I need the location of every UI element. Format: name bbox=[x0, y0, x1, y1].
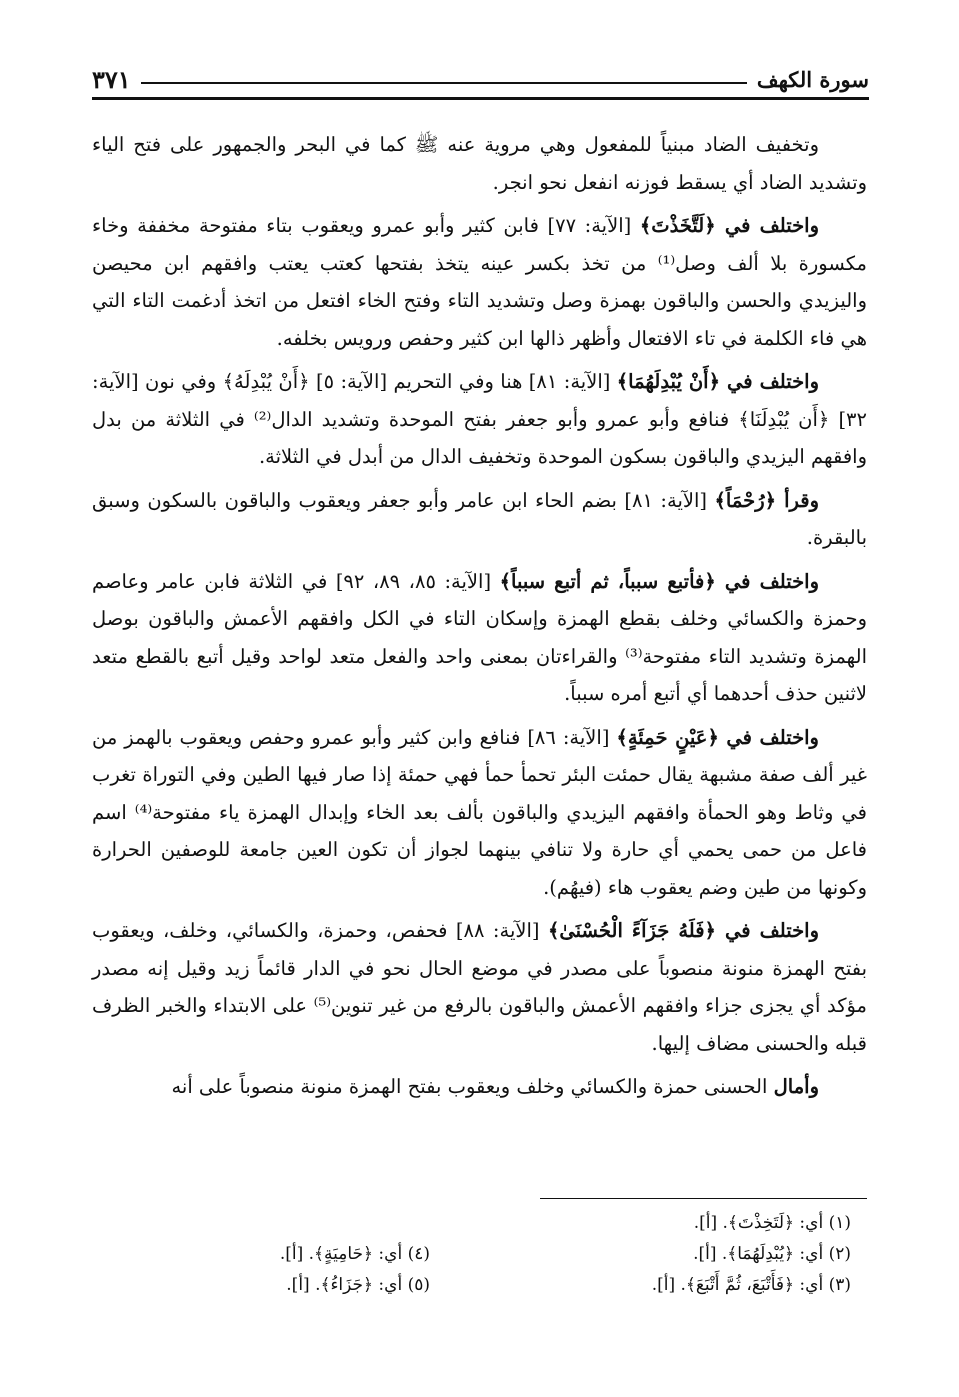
paragraph-text: [الآية: ٨٥، ٨٩، ٩٢] في الثلاثة فابن عامر وعاصم وحمزة والكسائي وخلف بقطع الهمزة وإسكان التاء في الكل وافقهم الأعمش والباقون بوصل الهمزة وتشديد التاء مفتوحة⁽³⁾ والقراءتان بمعنى واحد والفعل متعد لواحد وقيل أتبع بالقطع متعد لاثنين حذف أحدهما أي أتبع أمره سبباً. bbox=[92, 569, 867, 705]
paragraph bbox=[92, 207, 867, 357]
paragraph-lead: واختلف في ﴿فأتبع سبباً، ثم أتبع سبباً﴾ bbox=[499, 569, 819, 593]
page-header bbox=[92, 62, 869, 96]
paragraph-lead: وأمال bbox=[773, 1075, 819, 1098]
page-number: ٣٧١ bbox=[92, 64, 131, 94]
paragraph bbox=[92, 1068, 867, 1106]
paragraph-lead: واختلف في ﴿أَنْ يُبْدِلَهُمَا﴾ bbox=[616, 370, 820, 393]
footnote-spacer bbox=[230, 1208, 430, 1239]
paragraph-lead: وقرأ ﴿رُحْمَاً﴾ bbox=[714, 488, 819, 512]
footnote-1: (١) أي: ﴿لَتَخِذْتَ﴾. [أ]. bbox=[693, 1213, 851, 1233]
footnote-row bbox=[230, 1270, 851, 1301]
paragraph-lead: واختلف في ﴿لَتَّخَذْتَ﴾ bbox=[639, 214, 819, 237]
header-line bbox=[141, 82, 747, 84]
footnote-5: (٥) أي: ﴿جَزَاءُ﴾. [أ]. bbox=[286, 1275, 430, 1295]
paragraph-text: [الآية: ٨٦] فنافع وابن كثير وأبو عمرو وحفص ويعقوب بالهمز من غير ألف صفة مشبهة يقال حمئت البئر تحمأ حمأ فهي حمئة إذا صار فيها الطين وفي التوراة تغرب في وثاط وهو الحمأة وافقهم اليزيدي والباقون بألف بعد الخاء وإبدال الهمزة ياء مفتوحة⁽⁴⁾ اسم فاعل من حمى يحمي أي حارة ولا تنافي بينهما لجواز أن تكون العين جامعة للوصفين الحرارة وكونها من طين وضم يعقوب هاء (فيهُم). bbox=[92, 725, 867, 899]
paragraph-lead: واختلف في ﴿فَلَهُ جَزَآءً الْحُسْنَىٰ﴾ bbox=[547, 919, 820, 942]
paragraph-text: الحسنى حمزة والكسائي وخلف ويعقوب بفتح الهمزة منونة منصوباً على أنه bbox=[171, 1075, 774, 1098]
paragraph bbox=[92, 912, 867, 1062]
paragraph-text: [الآية: ٧٧] فابن كثير وأبو عمرو ويعقوب بتاء مفتوحة مخففة وخاء مكسورة بلا ألف وصل⁽¹⁾ من تخذ بكسر عينه يتخذ بفتحها كعتب يعتب وافقهم ابن محيصن واليزيدي والحسن والباقون بهمزة وصل وتشديد التاء وفتح الخاء افتعل من اتخذ أدغمت التاء التي هي فاء الكلمة في تاء الافتعال وأظهر ذالها ابن كثير وحفص ورويس بخلفه. bbox=[92, 214, 867, 350]
footnote-row bbox=[230, 1208, 851, 1239]
paragraph-text: [الآية: ٨١] هنا وفي التحريم [الآية: ٥] ﴿أَنْ يُبْدِلَهُ﴾ وفي نون [الآية: ٣٢] ﴿أَن يُبْدِلَنَا﴾ فنافع وأبو عمرو وأبو جعفر بفتح الموحدة وتشديد الدال⁽²⁾ في الثلاثة من بدل وافقهم اليزيدي والباقون بسكون الموحدة وتخفيف الدال من أبدل في الثلاثة. bbox=[92, 370, 867, 468]
paragraph-text: [الآية: ٨٨] فحفص، وحمزة، والكسائي، وخلف، ويعقوب بفتح الهمزة منونة منصوباً على مصدر في موضع الحال نحو في الدار قائماً زيد وقيل إنه مصدر مؤكد أي يجزى جزاء وافقهم الأعمش والباقون بالرفع من غير تنوين⁽⁵⁾ على الابتداء والخبر الظرف قبله والحسنى مضاف إليها. bbox=[92, 919, 867, 1055]
footnote-4: (٤) أي: ﴿حَامِيَةٍ﴾. [أ]. bbox=[279, 1244, 430, 1264]
paragraph-lead: واختلف في ﴿عَيْنٍ حَمِئَةٍ﴾ bbox=[616, 725, 819, 749]
paragraph bbox=[92, 126, 867, 201]
footnote-3: (٣) أي: ﴿فَأَتْبَعَ، ثُمَّ أَتْبَعَ﴾. [أ]. bbox=[651, 1275, 851, 1295]
surah-title: سورة الكهف bbox=[756, 66, 869, 92]
paragraph bbox=[92, 563, 867, 713]
footnote-row bbox=[230, 1239, 851, 1270]
footnote-2: (٢) أي: ﴿يُبْدِلَهُمَا﴾. [أ]. bbox=[693, 1244, 851, 1264]
footnote-separator bbox=[540, 1198, 867, 1199]
paragraph-text: وتخفيف الضاد مبنياً للمفعول وهي مروية عنه ﷺ كما في البحر والجمهور على فتح الياء وتشديد الضاد أي يسقط فوزنه انفعل نحو انجر. bbox=[92, 133, 867, 194]
main-text bbox=[92, 126, 867, 1112]
paragraph-text: [الآية: ٨١] بضم الحاء ابن عامر وأبو جعفر ويعقوب والباقون بالسكون وسبق بالبقرة. bbox=[92, 488, 867, 549]
paragraph bbox=[92, 719, 867, 907]
paragraph bbox=[92, 363, 867, 476]
paragraph bbox=[92, 482, 867, 557]
footnotes bbox=[230, 1208, 851, 1301]
header-rule bbox=[92, 97, 869, 100]
